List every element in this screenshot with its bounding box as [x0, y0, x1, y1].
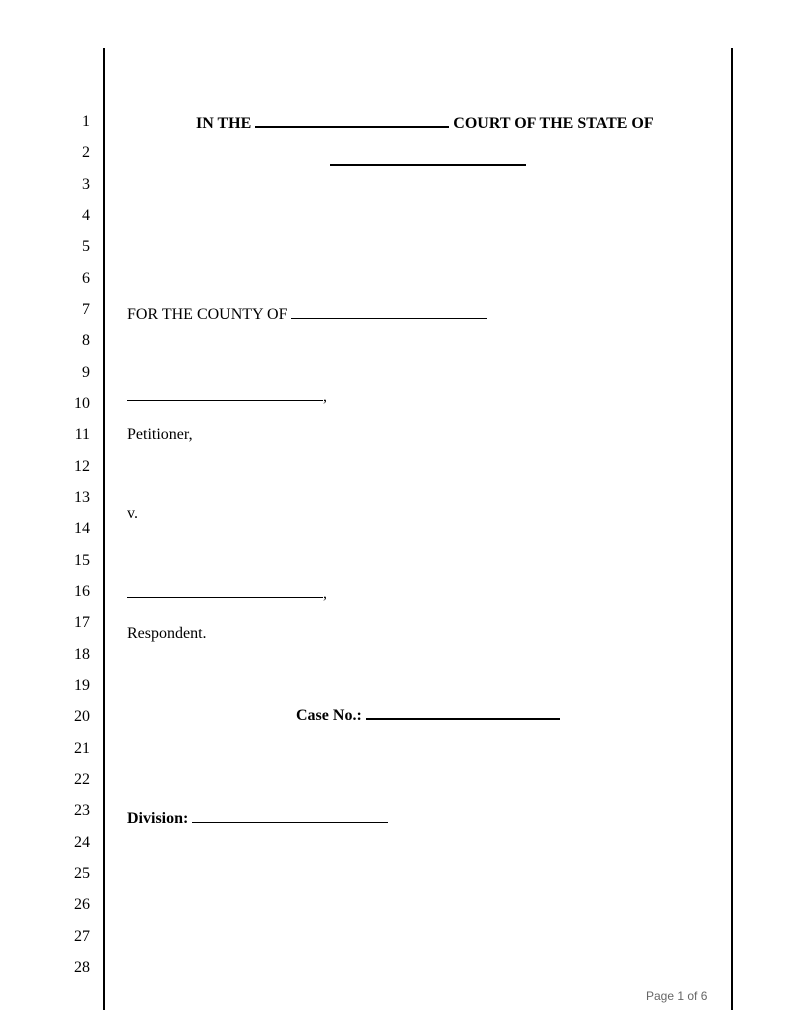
petitioner-comma: ,: [323, 388, 327, 405]
court-heading: [196, 112, 654, 134]
left-margin-rule: [103, 48, 105, 1010]
line-number: 22: [74, 771, 90, 788]
line-number: 10: [74, 395, 90, 412]
court-name-blank[interactable]: [255, 112, 449, 128]
case-number-line: [296, 704, 560, 726]
respondent-name-line: [127, 583, 327, 604]
line-number: 12: [74, 458, 90, 475]
line-number: 17: [74, 614, 90, 631]
line-number: 11: [74, 426, 90, 443]
line-number: 14: [74, 520, 90, 537]
line-number: 24: [74, 834, 90, 851]
line-number: 13: [74, 489, 90, 506]
line-number: 5: [82, 238, 90, 255]
line-number: 25: [74, 865, 90, 882]
state-name-line: [330, 150, 526, 172]
line-number: 21: [74, 740, 90, 757]
line-number: 2: [82, 144, 90, 161]
line-number: 18: [74, 646, 90, 663]
division-line: [127, 808, 388, 829]
county-name-blank[interactable]: [291, 304, 487, 319]
petitioner-name-blank[interactable]: [127, 386, 323, 401]
petitioner-name-line: [127, 386, 327, 407]
respondent-label: Respondent.: [127, 625, 207, 642]
division-blank[interactable]: [192, 808, 388, 823]
line-number: 8: [82, 332, 90, 349]
court-prefix: IN THE: [196, 115, 252, 132]
line-number: 16: [74, 583, 90, 600]
right-margin-rule: [731, 48, 733, 1010]
line-number: 28: [74, 959, 90, 976]
court-suffix: COURT OF THE STATE OF: [453, 115, 654, 132]
case-number-blank[interactable]: [366, 704, 560, 720]
line-number: 23: [74, 802, 90, 819]
county-line: [127, 304, 487, 325]
line-number: 7: [82, 301, 90, 318]
versus-label: v.: [127, 505, 138, 522]
page-number-footer: Page 1 of 6: [646, 989, 708, 1003]
county-label: FOR THE COUNTY OF: [127, 306, 288, 323]
division-label: Division:: [127, 810, 189, 827]
line-number: 26: [74, 896, 90, 913]
line-number: 19: [74, 677, 90, 694]
state-name-blank[interactable]: [330, 150, 526, 166]
line-number: 9: [82, 364, 90, 381]
line-number: 1: [82, 113, 90, 130]
case-number-label: Case No.:: [296, 707, 362, 724]
line-number: 3: [82, 176, 90, 193]
respondent-name-blank[interactable]: [127, 583, 323, 598]
line-number: 20: [74, 708, 90, 725]
line-number: 27: [74, 928, 90, 945]
line-number: 15: [74, 552, 90, 569]
respondent-comma: ,: [323, 585, 327, 602]
line-number: 6: [82, 270, 90, 287]
line-number: 4: [82, 207, 90, 224]
petitioner-label: Petitioner,: [127, 426, 193, 443]
